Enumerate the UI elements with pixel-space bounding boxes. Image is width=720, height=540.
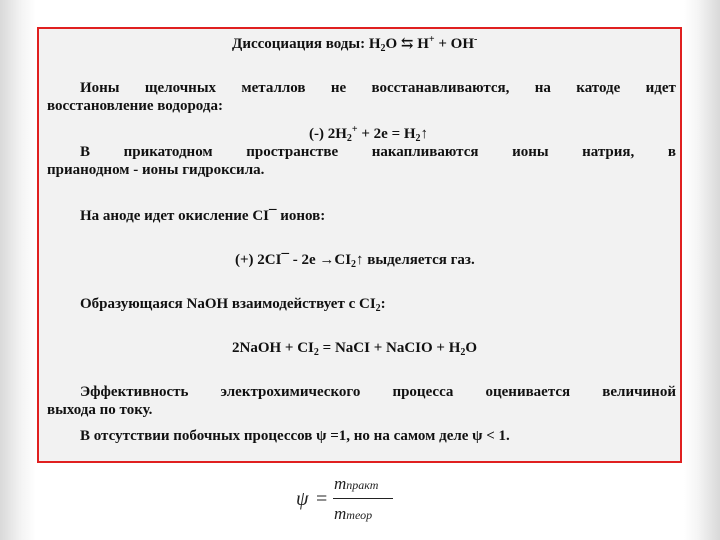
formula-numerator: mпракт [334,474,379,493]
formula-equals: = [316,488,328,510]
paragraph-alkali-row1: Ионы щелочных металлов не восстанавливаются, на катоде идет [80,80,676,96]
anode-equation: (+) 2CI¯ - $2e \to CI_2↑$ выделяется газ. [235,252,475,270]
current-efficiency-line: В отсутствии побочных процессов ψ =1, но на самом деле ψ < 1. [80,428,510,444]
formula-fraction-bar [333,498,393,499]
formula-psi: ψ [296,488,309,510]
paragraph-cathode-row1: В прикатодном пространстве накапливаются ионы натрия, в [80,144,676,160]
anode-line: На аноде идет окисление CI¯ ионов: [80,208,326,224]
slide-left-shade [0,0,36,540]
paragraph-cathode-space [47,143,676,179]
efficiency-formula [296,474,406,524]
cathode-equation: (-) $2H_2^+ + 2e$ = $H_2↑$ [309,124,429,144]
text-frame [37,27,682,463]
naoh-line: Образующаяся NaOH взаимодействует с $CI_2$: [80,296,386,314]
paragraph-cathode-row2: прианодном - ионы гидроксила. [47,162,265,178]
title-line: Диссоциация воды: $H_2O$ ⇆ H+ + OH- [232,34,478,54]
paragraph-efficiency [47,383,676,419]
paragraph-efficiency-row2: выхода по току. [47,402,153,418]
paragraph-alkali [47,79,676,115]
paragraph-efficiency-row1: Эффективность электрохимического процесса оценивается величиной [80,384,676,400]
paragraph-alkali-row2: восстановление водорода: [47,98,223,114]
formula-denominator: mтеор [334,504,373,523]
slide-right-shade [684,0,720,540]
reaction-equation: 2NaOH + $CI_2$ = NaCI + NaCIO + $H_2O$ [232,340,478,358]
